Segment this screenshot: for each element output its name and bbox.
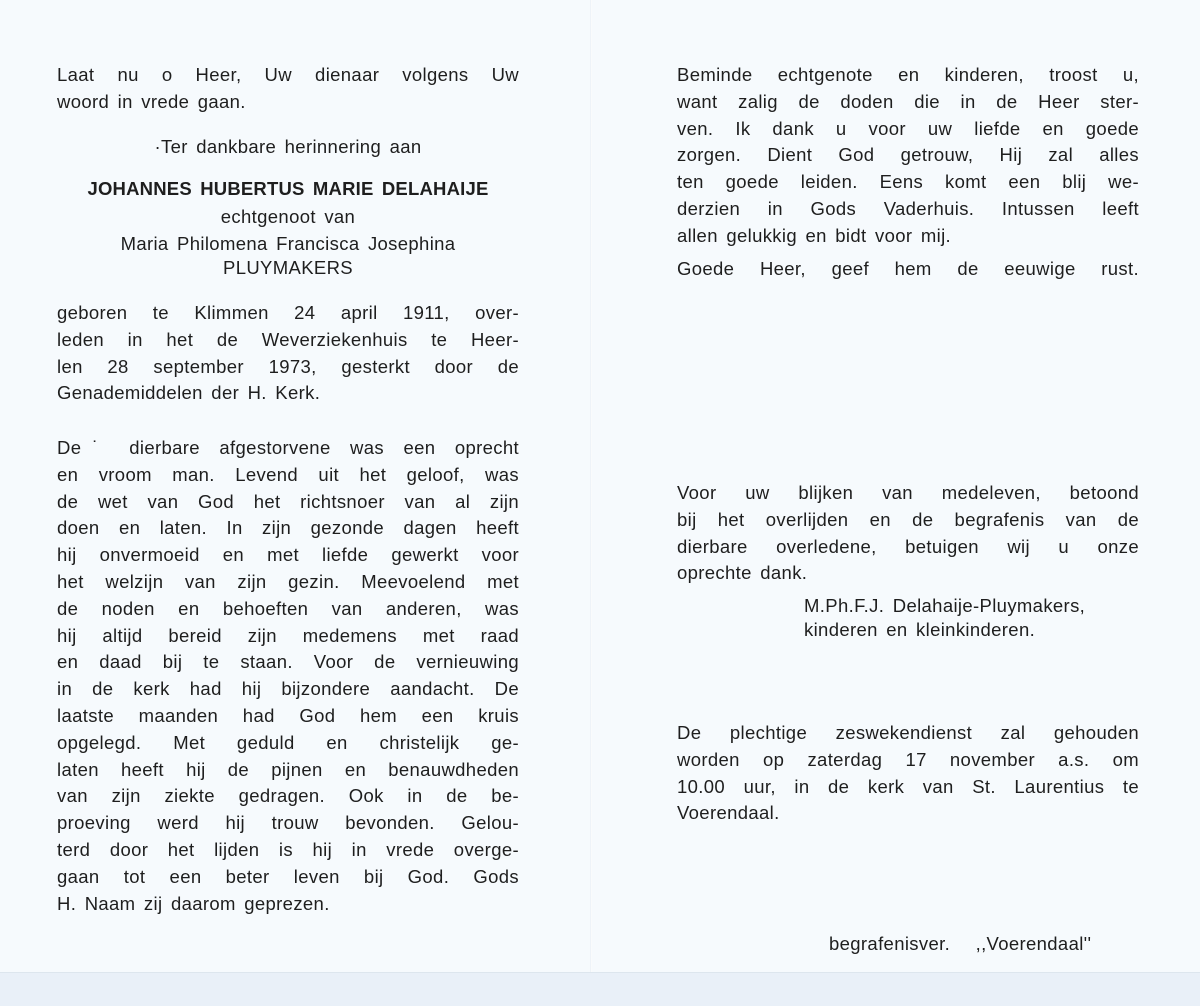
farewell-line: zorgen. Dient God getrouw, Hij zal alles xyxy=(677,144,1139,166)
thanks-line: oprechte dank. xyxy=(677,562,808,584)
biography-line: leden in het de Weverziekenhuis te Heer- xyxy=(57,328,519,350)
spouse-of-label: echtgenoot van xyxy=(220,206,356,227)
closing-prayer xyxy=(677,256,1139,283)
tribute-line: doen en laten. In zijn gezonde dagen heeft xyxy=(57,517,519,539)
biography-line: len 28 september 1973, gesterkt door de xyxy=(57,355,519,377)
biography xyxy=(57,300,519,407)
farewell-line: ten goede leiden. Eens komt een blij we- xyxy=(677,171,1139,193)
farewell-line: allen gelukkig en bidt voor mij. xyxy=(677,224,952,246)
biography-line: geboren te Klimmen 24 april 1911, over- xyxy=(57,302,519,323)
tribute-line: terd door het lijden is hij in vrede overge- xyxy=(57,838,519,860)
signature-line: M.Ph.F.J. Delahaije-Pluymakers, xyxy=(804,595,1086,616)
undertaker-credit: begrafenisver. ,,Voerendaal'' xyxy=(829,933,1092,954)
card-fold-line xyxy=(590,0,592,972)
tribute-line: hij altijd bereid zijn medemens met raad xyxy=(57,624,519,646)
tribute-line: en vroom man. Levend uit het geloof, was xyxy=(57,463,519,485)
opening-verse xyxy=(57,62,519,116)
service-line: worden op zaterdag 17 november a.s. om xyxy=(677,748,1139,770)
tribute-line: het welzijn van zijn gezin. Meevoelend met xyxy=(57,570,519,592)
tribute-line: de noden en behoeften van anderen, was xyxy=(57,597,519,619)
verse-line: Laat nu o Heer, Uw dienaar volgens Uw xyxy=(57,64,519,85)
scan-background-strip xyxy=(0,973,1200,1006)
prayer-line: Goede Heer, geef hem de eeuwige rust. xyxy=(677,258,1139,279)
farewell-message xyxy=(677,62,1139,250)
tribute-line: De˙ dierbare afgestorvene was een oprecht xyxy=(57,437,519,458)
farewell-line: ven. Ik dank u voor uw liefde en goede xyxy=(677,117,1139,139)
farewell-line: want zalig de doden die in de Heer ster- xyxy=(677,90,1139,112)
service-line: 10.00 uur, in de kerk van St. Laurentius te xyxy=(677,775,1139,797)
tribute-line: gaan tot een beter leven bij God. Gods xyxy=(57,865,519,887)
thanks-line: dierbare overledene, betuigen wij u onze xyxy=(677,535,1139,557)
tribute-line: en daad bij te staan. Voor de vernieuwing xyxy=(57,651,519,673)
tribute-line: hij onvermoeid en met liefde gewerkt voor xyxy=(57,544,519,566)
tribute-line: in de kerk had hij bijzondere aandacht. De xyxy=(57,678,519,700)
tribute-line: proeving werd hij trouw bevonden. Gelou- xyxy=(57,812,519,834)
verse-line: woord in vrede gaan. xyxy=(57,90,246,112)
farewell-line: derzien in Gods Vaderhuis. Intussen leeft xyxy=(677,197,1139,219)
tribute-line: laatste maanden had God hem een kruis xyxy=(57,704,519,726)
tribute-line: opgelegd. Met geduld en christelijk ge- xyxy=(57,731,519,753)
biography-line: Genademiddelen der H. Kerk. xyxy=(57,382,321,404)
thanks-line: Voor uw blijken van medeleven, betoond xyxy=(677,482,1139,503)
spouse-surname: PLUYMAKERS xyxy=(223,257,353,278)
tribute-line: H. Naam zij daarom geprezen. xyxy=(57,892,330,914)
spouse-name xyxy=(57,232,519,280)
remembrance-heading: ·Ter dankbare herinnering aan xyxy=(154,136,422,157)
tribute-line: laten heeft hij de pijnen en benauwdheden xyxy=(57,758,519,780)
tribute-paragraph xyxy=(57,435,519,917)
tribute-line: de wet van God het richtsnoer van al zijn xyxy=(57,490,519,512)
family-signature xyxy=(804,594,1139,642)
spouse-given-names: Maria Philomena Francisca Josephina xyxy=(120,233,456,254)
thanks-line: bij het overlijden en de begrafenis van de xyxy=(677,508,1139,530)
signature-line: kinderen en kleinkinderen. xyxy=(804,619,1036,640)
service-line: Voerendaal. xyxy=(677,802,780,824)
tribute-line: van zijn ziekte gedragen. Ook in de be- xyxy=(57,785,519,807)
farewell-line: Beminde echtgenote en kinderen, troost u, xyxy=(677,64,1139,85)
service-announcement xyxy=(677,720,1139,827)
thanks-paragraph xyxy=(677,480,1139,587)
service-line: De plechtige zeswekendienst zal gehouden xyxy=(677,722,1139,743)
deceased-name: JOHANNES HUBERTUS MARIE DELAHAIJE xyxy=(87,178,489,199)
